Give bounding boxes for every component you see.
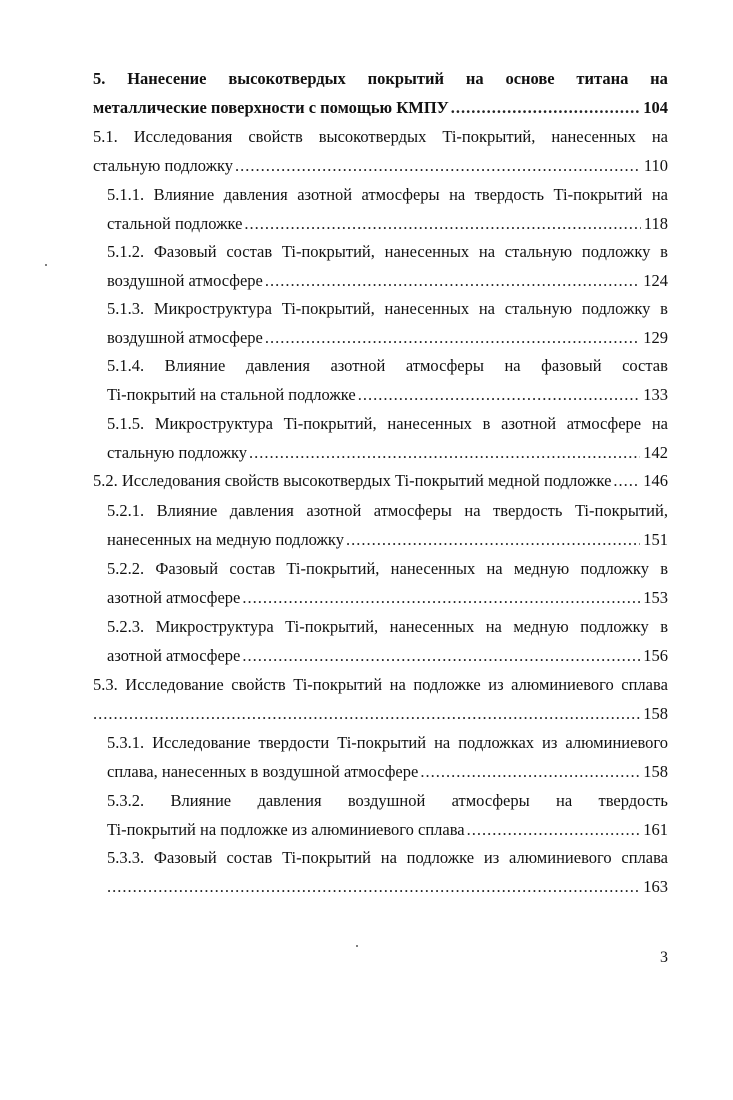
toc-word: на [556, 791, 573, 810]
toc-page-number: 133 [643, 385, 668, 404]
toc-leader-dots [107, 872, 640, 902]
toc-word: атмосфере [566, 414, 642, 433]
toc-page-number: 104 [643, 98, 668, 117]
toc-word: азотной [306, 501, 362, 520]
toc-word: нанесенных [387, 414, 472, 433]
toc-word: на [389, 675, 406, 694]
toc-word: свойств [231, 675, 286, 694]
toc-entry-last-line [107, 815, 668, 845]
toc-word: медную [513, 559, 570, 578]
toc-entry-title: стальную подложку [107, 443, 248, 462]
toc-word: Ti-покрытий [553, 185, 643, 204]
toc-word: азотной [501, 414, 557, 433]
toc-word: на [650, 69, 668, 88]
toc-page-number: 142 [643, 443, 668, 462]
toc-word: подложку [580, 559, 649, 578]
toc-leader-dots [420, 757, 640, 787]
toc-word: в [660, 617, 668, 636]
toc-word: азотной [330, 356, 386, 375]
toc-word: атмосферы [405, 356, 484, 375]
toc-word: Ti-покрытий, [285, 617, 379, 636]
toc-word: на [478, 299, 495, 318]
toc-entry-title: стальную подложку [93, 156, 234, 175]
toc-word: высокотвердых [228, 69, 346, 88]
toc-entry-line [107, 237, 668, 267]
toc-entry-title: воздушной атмосфере [107, 328, 263, 347]
toc-word: твердость [493, 501, 563, 520]
toc-word: подложку [581, 299, 651, 318]
toc-word: Влияние [164, 356, 226, 375]
toc-word: алюминиевого [509, 848, 612, 867]
toc-word: Исследование [152, 733, 251, 752]
toc-word: твердости [258, 733, 330, 752]
toc-page-number: 146 [643, 471, 668, 490]
toc-entry-line [93, 670, 668, 700]
toc-page-number: 129 [643, 328, 668, 347]
toc-word: Фазовый [153, 242, 217, 261]
toc-entry-title: 5.2. Исследования свойств высокотвердых Ti-покрытий медной подложке [93, 471, 612, 490]
toc-word: давления [223, 185, 288, 204]
toc-entry-line [107, 786, 668, 816]
toc-page-number: 110 [643, 156, 668, 175]
toc-word: алюминиевого [511, 675, 614, 694]
toc-word: Исследования [133, 127, 233, 146]
toc-leader-dots [467, 815, 641, 845]
toc-entry-title: азотной атмосфере [107, 588, 241, 607]
toc-word: покрытий [367, 69, 445, 88]
toc-entry-line [93, 64, 668, 94]
toc-word: Ti-покрытий, [286, 559, 380, 578]
toc-word: нанесенных [390, 559, 476, 578]
toc-entry-last-line [107, 209, 668, 239]
toc-word: 5.1. [93, 127, 118, 146]
toc-word: в [660, 242, 668, 261]
toc-word: Влияние [156, 501, 218, 520]
toc-leader-dots [244, 209, 640, 239]
toc-page-number: 158 [643, 762, 668, 781]
toc-word: титана [576, 69, 629, 88]
toc-word: 5.3.1. [107, 733, 145, 752]
toc-word: Ti-покрытий, [574, 501, 668, 520]
toc-word: Фазовый [153, 848, 217, 867]
toc-word: 5.1.1. [107, 185, 145, 204]
toc-page-number: 158 [643, 704, 668, 723]
toc-word: Микроструктура [154, 414, 273, 433]
toc-entry-last-line [93, 93, 668, 123]
toc-word: в [660, 559, 668, 578]
toc-entry-last-line [107, 757, 668, 787]
toc-word: азотной [297, 185, 353, 204]
toc-leader-dots [358, 380, 641, 410]
toc-word: сплава [621, 675, 668, 694]
toc-word: Фазовый [155, 559, 219, 578]
toc-word: 5.2.1. [107, 501, 145, 520]
toc-word: давления [257, 791, 322, 810]
toc-word: воздушной [347, 791, 426, 810]
toc-word: в [660, 299, 668, 318]
toc-word: стальную [504, 242, 573, 261]
toc-entry-line [107, 294, 668, 324]
toc-word: 5.1.4. [107, 356, 145, 375]
toc-entry-last-line [107, 525, 668, 555]
toc-word: подложке [413, 675, 481, 694]
toc-word: Ti-покрытий [293, 675, 383, 694]
toc-word: подложках [458, 733, 535, 752]
toc-word: состав [226, 242, 273, 261]
toc-word: на [651, 414, 668, 433]
toc-word: твердость [598, 791, 668, 810]
toc-word: 5.3.2. [107, 791, 145, 810]
toc-entry-line [107, 409, 668, 439]
toc-entry-line [107, 728, 668, 758]
toc-word: Микроструктура [155, 617, 274, 636]
toc-entry-title: металлические поверхности с помощью КМПУ [93, 98, 449, 117]
toc-word: 5.1.3. [107, 299, 145, 318]
toc-word: нанесенных [384, 242, 470, 261]
toc-entry-title: сплава, нанесенных в воздушной атмосфере [107, 762, 419, 781]
toc-word: подложку [581, 242, 651, 261]
scan-speck [45, 264, 47, 266]
toc-entry-title: воздушной атмосфере [107, 271, 263, 290]
toc-word: свойств [248, 127, 303, 146]
toc-word: из [488, 675, 504, 694]
toc-page-number: 124 [643, 271, 668, 290]
toc-word: Влияние [153, 185, 215, 204]
toc-word: стальную [504, 299, 573, 318]
toc-word: нанесенных [384, 299, 470, 318]
toc-entry-line [107, 843, 668, 873]
toc-word: атмосферы [373, 501, 452, 520]
toc-word: нанесенных [389, 617, 475, 636]
toc-entry-line [93, 122, 668, 152]
toc-page-number: 156 [643, 646, 668, 665]
toc-word: высокотвердых [318, 127, 427, 146]
toc-page-number: 163 [643, 877, 668, 896]
toc-entry-last-line [93, 466, 668, 496]
toc-word: основе [505, 69, 555, 88]
toc-word: на [465, 69, 484, 88]
toc-word: 5.2.2. [107, 559, 145, 578]
toc-entry-last-line [107, 438, 668, 468]
toc-word: Нанесение [127, 69, 207, 88]
toc-entry-line [107, 612, 668, 642]
toc-word: на [486, 559, 503, 578]
toc-word: фазовый [541, 356, 602, 375]
toc-word: Ti-покрытий, [281, 299, 375, 318]
toc-word: на [504, 356, 521, 375]
toc-word: нанесенных [551, 127, 636, 146]
toc-word: 5.3. [93, 675, 118, 694]
toc-word: 5.1.5. [107, 414, 145, 433]
toc-word: 5.2.3. [107, 617, 145, 636]
toc-word: Ti-покрытий, [281, 242, 375, 261]
toc-leader-dots [265, 323, 640, 353]
toc-page-number: 153 [643, 588, 668, 607]
toc-leader-dots [346, 525, 640, 555]
toc-entry-line [107, 351, 668, 381]
toc-entry-last-line [107, 583, 668, 613]
toc-word: состав [226, 848, 273, 867]
toc-leader-dots [235, 151, 641, 181]
toc-word: медную [513, 617, 569, 636]
toc-entry-title: азотной атмосфере [107, 646, 241, 665]
toc-word: давления [229, 501, 294, 520]
toc-entry-title: нанесенных на медную подложку [107, 530, 344, 549]
toc-word: атмосферы [361, 185, 440, 204]
toc-word: подложку [580, 617, 649, 636]
toc-word: Ti-покрытий, [442, 127, 536, 146]
toc-leader-dots [249, 438, 640, 468]
toc-leader-dots [93, 699, 640, 729]
toc-word: на [380, 848, 397, 867]
toc-word: твердость [474, 185, 545, 204]
toc-word: на [449, 185, 466, 204]
toc-entry-title: стальной подложке [107, 214, 243, 233]
toc-page-number: 161 [643, 820, 668, 839]
toc-entry-line [107, 554, 668, 584]
toc-word: состав [229, 559, 276, 578]
scan-speck [356, 945, 358, 947]
toc-word: Ti-покрытий [337, 733, 427, 752]
toc-word: давления [245, 356, 310, 375]
toc-entry-last-line [93, 151, 668, 181]
toc-word: алюминиевого [565, 733, 668, 752]
toc-entry-title: Ti-покрытий на стальной подложке [107, 385, 356, 404]
toc-entry-last-line [107, 323, 668, 353]
toc-page-number: 151 [643, 530, 668, 549]
toc-word: на [464, 501, 481, 520]
toc-word: Ti-покрытий, [283, 414, 377, 433]
toc-leader-dots [613, 466, 640, 496]
toc-word: из [483, 848, 500, 867]
toc-page-number: 118 [643, 214, 668, 233]
toc-entry-last-line [107, 266, 668, 296]
toc-leader-dots [451, 93, 640, 123]
toc-entry-last-line [107, 380, 668, 410]
toc-word: на [651, 185, 668, 204]
toc-entry-title: Ti-покрытий на подложке из алюминиевого сплава [107, 820, 465, 839]
toc-entry-last-line [93, 699, 668, 729]
toc-word: на [434, 733, 451, 752]
toc-word: на [651, 127, 668, 146]
toc-word: в [482, 414, 491, 433]
toc-leader-dots [242, 583, 640, 613]
toc-word: Исследование [125, 675, 224, 694]
toc-entry-last-line [107, 872, 668, 902]
toc-word: из [542, 733, 558, 752]
toc-word: Влияние [170, 791, 232, 810]
toc-leader-dots [242, 641, 640, 671]
toc-word: атмосферы [451, 791, 530, 810]
toc-entry-line [107, 496, 668, 526]
toc-entry-line [107, 180, 668, 210]
toc-leader-dots [265, 266, 640, 296]
toc-word: на [478, 242, 496, 261]
toc-word: Микроструктура [153, 299, 272, 318]
toc-word: Ti-покрытий [282, 848, 371, 867]
toc-word: на [485, 617, 502, 636]
toc-word: 5.1.2. [107, 242, 145, 261]
toc-word: 5. [93, 69, 106, 88]
toc-word: сплава [621, 848, 668, 867]
toc-word: состав [622, 356, 668, 375]
toc-word: подложке [406, 848, 475, 867]
page-number: 3 [660, 949, 668, 966]
toc-word: 5.3.3. [107, 848, 145, 867]
toc-entry-last-line [107, 641, 668, 671]
